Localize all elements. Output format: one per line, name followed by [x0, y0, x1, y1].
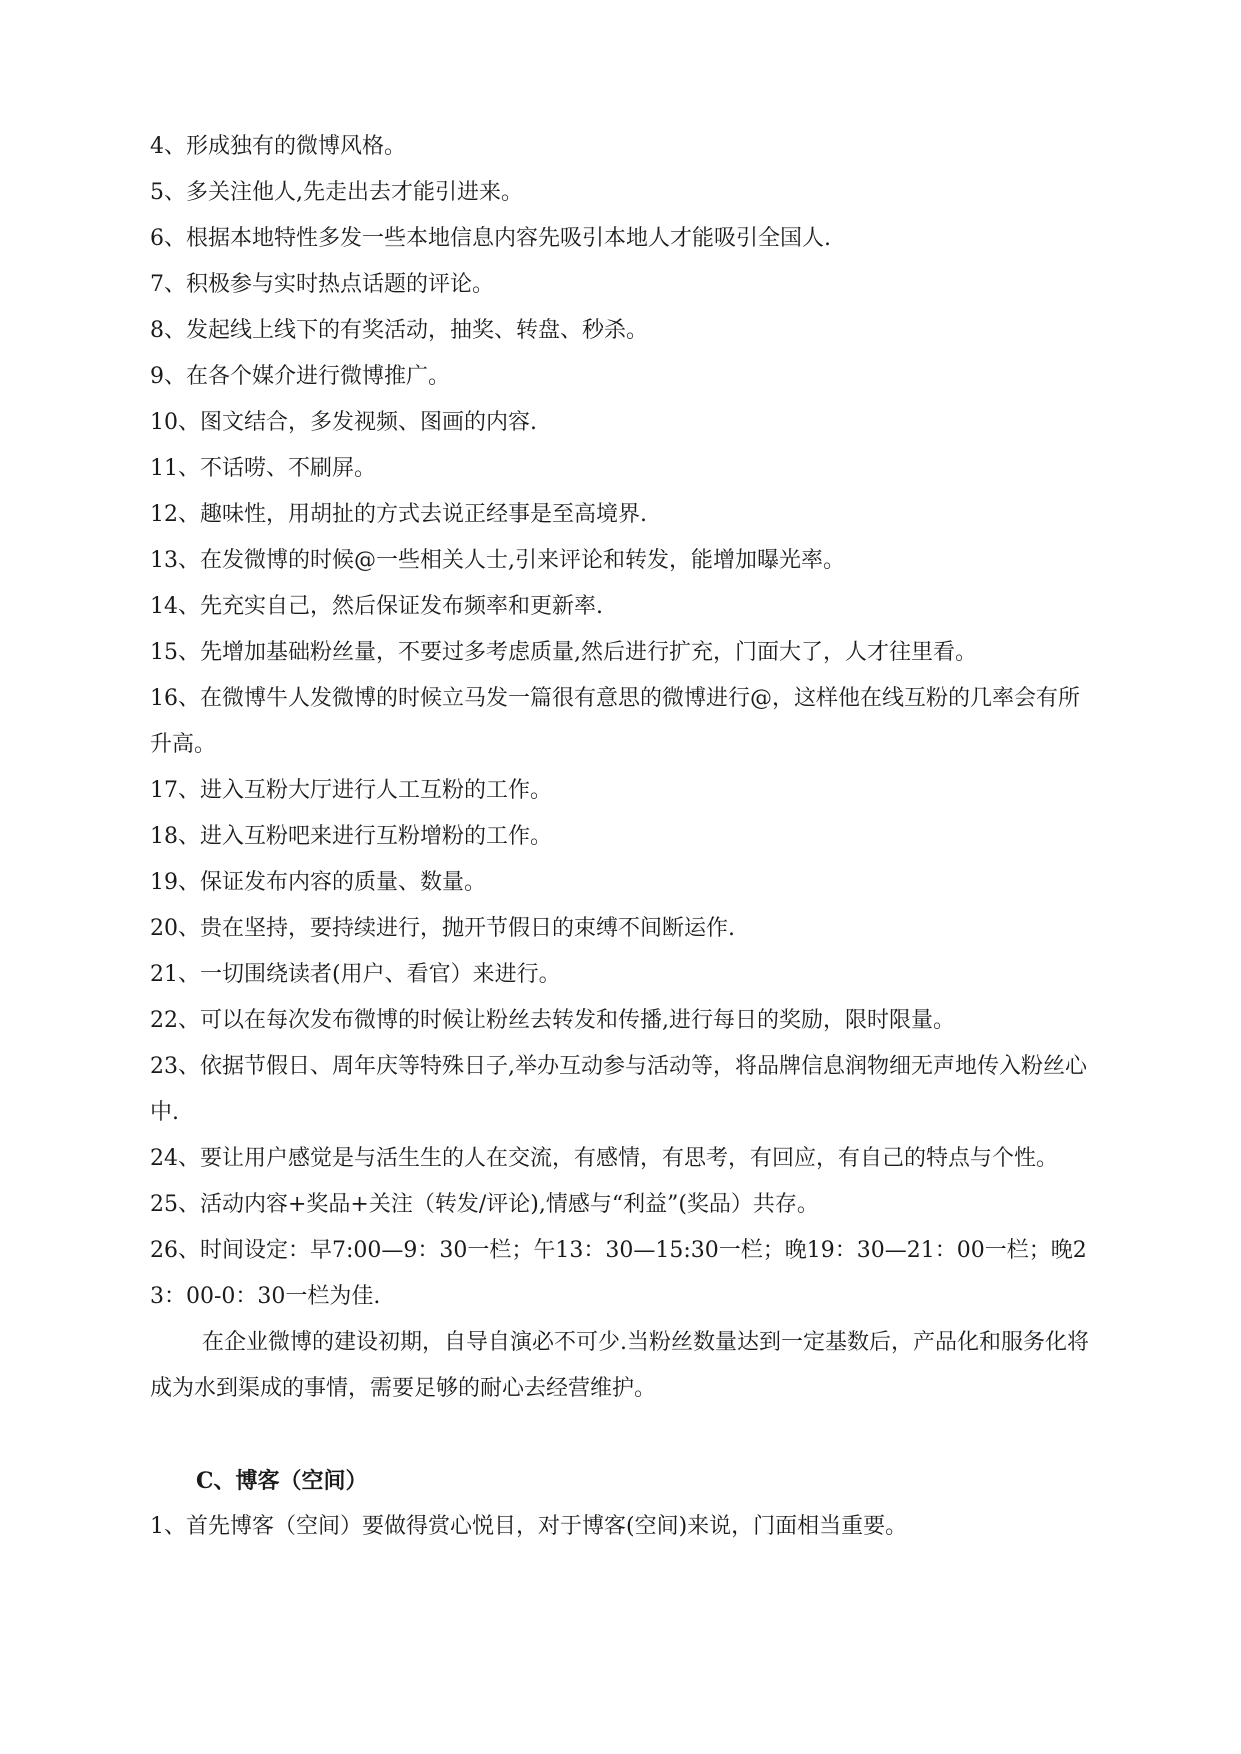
list-item: 18、进入互粉吧来进行互粉增粉的工作。: [150, 824, 552, 849]
list-item: 13、在发微博的时候@一些相关人士,引来评论和转发，能增加曝光率。: [150, 548, 845, 573]
list-item: 20、贵在坚持，要持续进行，抛开节假日的束缚不间断运作.: [150, 916, 735, 941]
list-item: 16、在微博牛人发微博的时候立马发一篇很有意思的微博进行@，这样他在线互粉的几率会有所升高。: [150, 686, 1080, 757]
list-item: 23、依据节假日、周年庆等特殊日子,举办互动参与活动等，将品牌信息润物细无声地传入粉丝心中.: [150, 1054, 1087, 1125]
summary-paragraph: 在企业微博的建设初期，自导自演必不可少.当粉丝数量达到一定基数后，产品化和服务化将成为水到渠成的事情，需要足够的耐心去经营维护。: [150, 1330, 1089, 1401]
list-item: 19、保证发布内容的质量、数量。: [150, 870, 486, 895]
list-item: 25、活动内容+奖品+关注（转发/评论),情感与“利益”(奖品）共存。: [150, 1192, 819, 1217]
list-item: 7、积极参与实时热点话题的评论。: [150, 272, 494, 297]
list-item: 24、要让用户感觉是与活生生的人在交流，有感情，有思考，有回应，有自己的特点与个性。: [150, 1146, 1058, 1171]
document-page: [150, 124, 1095, 1550]
list-item: 9、在各个媒介进行微博推广。: [150, 364, 450, 389]
list-item: 21、一切围绕读者(用户、看官）来进行。: [150, 962, 561, 987]
list-item: 11、不话唠、不刷屏。: [150, 456, 376, 481]
section-heading: C、博客（空间）: [196, 1468, 368, 1494]
list-item: 5、多关注他人,先走出去才能引进来。: [150, 180, 523, 205]
list-item: 4、形成独有的微博风格。: [150, 134, 406, 159]
list-item: 8、发起线上线下的有奖活动，抽奖、转盘、秒杀。: [150, 318, 648, 343]
list-item: 12、趣味性，用胡扯的方式去说正经事是至高境界.: [150, 502, 647, 527]
list-item: 6、根据本地特性多发一些本地信息内容先吸引本地人才能吸引全国人.: [150, 226, 831, 251]
list-item: 17、进入互粉大厅进行人工互粉的工作。: [150, 778, 552, 803]
list-item: 14、先充实自己，然后保证发布频率和更新率.: [150, 594, 603, 619]
list-item: 22、可以在每次发布微博的时候让粉丝去转发和传播,进行每日的奖励，限时限量。: [150, 1008, 955, 1033]
list-item: 1、首先博客（空间）要做得赏心悦目，对于博客(空间)来说，门面相当重要。: [150, 1514, 908, 1539]
list-item: 15、先增加基础粉丝量，不要过多考虑质量,然后进行扩充，门面大了，人才往里看。: [150, 640, 977, 665]
list-item: 26、时间设定：早7:00—9：30一栏；午13：30—15:30一栏；晚19：30—21：00一栏；晚23：00-0：30一栏为佳.: [150, 1238, 1087, 1309]
list-item: 10、图文结合，多发视频、图画的内容.: [150, 410, 537, 435]
